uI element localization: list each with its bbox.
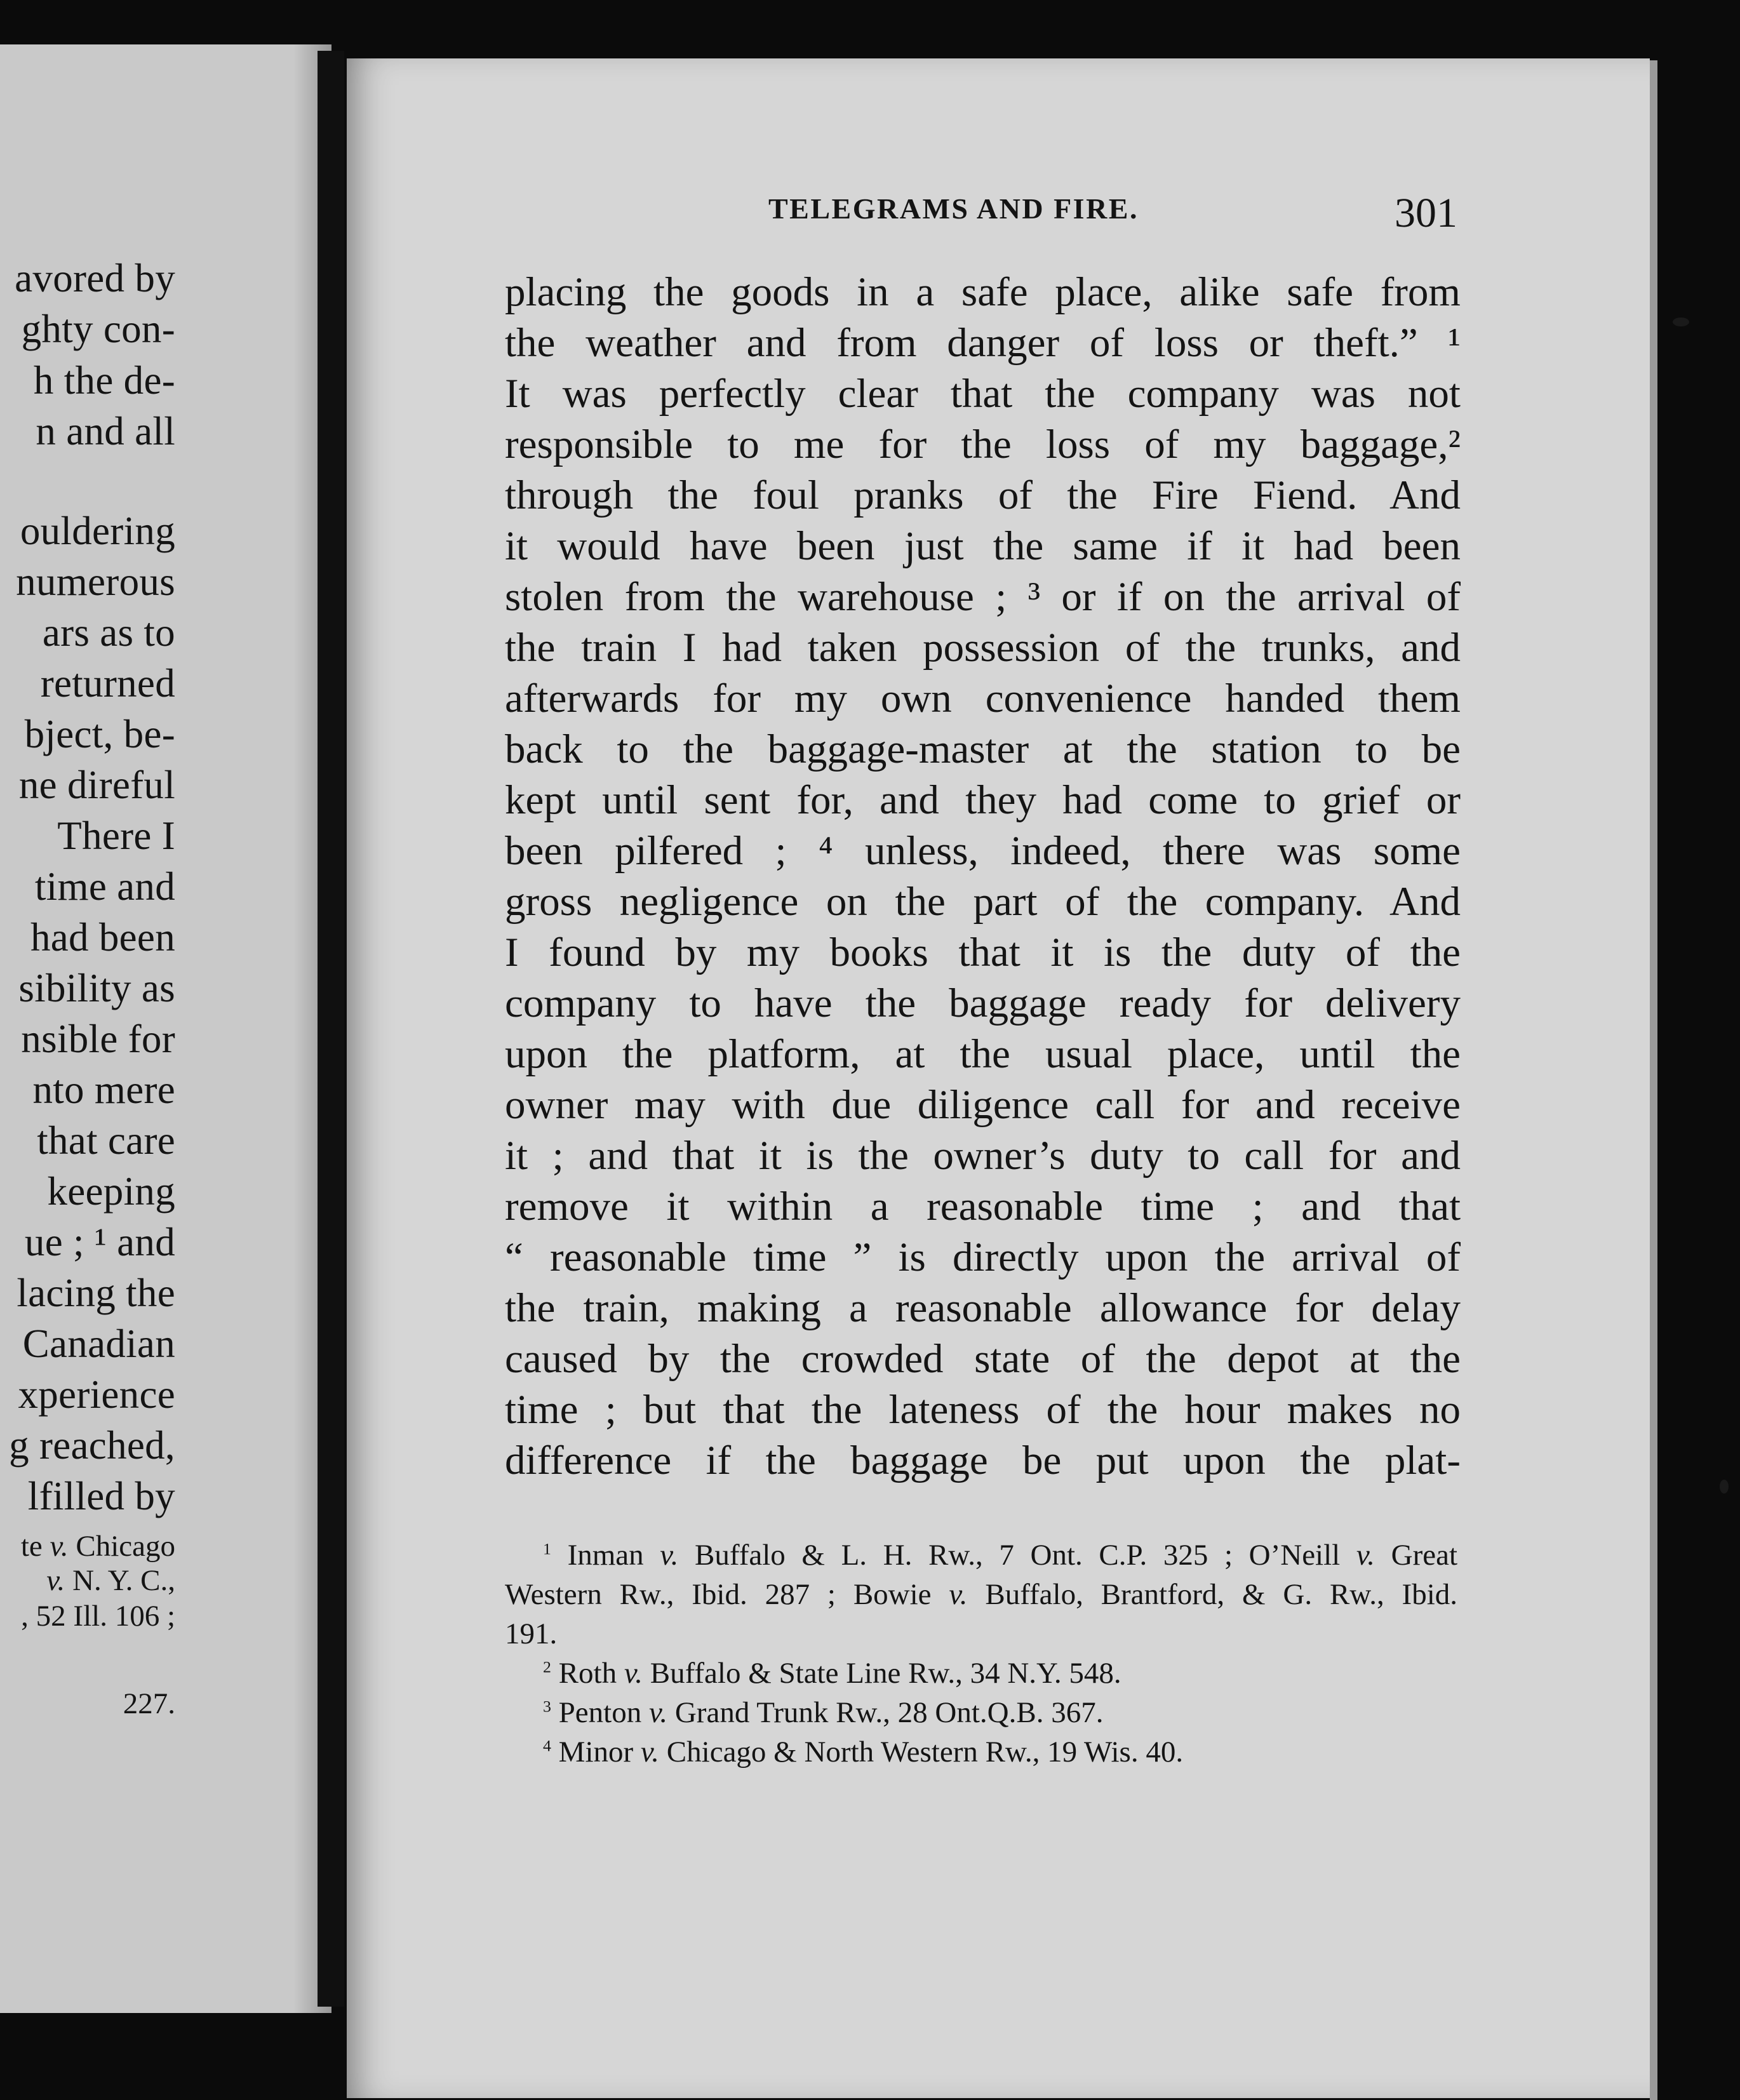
scan-speck	[1673, 318, 1689, 326]
left-page-line: keeping	[47, 1169, 175, 1214]
body-line: kept until sent for, and they had come to grief or	[505, 777, 1461, 823]
left-page-line: n and all	[36, 409, 175, 453]
left-page-footnote-line: v. N. Y. C.,	[46, 1564, 175, 1597]
footnote-1-line: 191.	[505, 1617, 558, 1650]
body-line: afterwards for my own convenience handed them	[505, 676, 1461, 721]
book-spine	[318, 51, 344, 2007]
left-page-line: nsible for	[21, 1017, 175, 1061]
left-page-footnote-line: te v. Chicago	[20, 1530, 175, 1563]
left-page-line: Canadian	[22, 1321, 175, 1366]
footnote-1-line: $^1$ Inman v. Buffalo & L. H. Rw., 7 Ont. C.P. 325 ; O’Neill v. Great	[543, 1539, 1458, 1572]
left-page-line: ars as to	[42, 610, 175, 655]
footnote-2-line: $^2$ Roth v. Buffalo & State Line Rw., 34 N.Y. 548.	[543, 1657, 1121, 1690]
footnote-marker: 3	[543, 1697, 551, 1716]
left-page-line: time and	[34, 864, 175, 909]
left-page-line: ue ; ¹ and	[24, 1220, 175, 1264]
left-page-line: lacing the	[17, 1271, 175, 1315]
body-line: upon the platform, at the usual place, until the	[505, 1031, 1461, 1077]
left-page-line: sibility as	[18, 966, 175, 1010]
left-page-line: numerous	[16, 559, 175, 604]
left-page-line: returned	[40, 661, 175, 706]
left-page-line: avored by	[15, 256, 175, 300]
body-line: owner may with due diligence call for and receive	[505, 1082, 1461, 1128]
page-number: 301	[1395, 190, 1457, 236]
page-edge	[1650, 60, 1657, 2100]
body-line: it ; and that it is the owner’s duty to call for and	[505, 1133, 1461, 1179]
body-line: stolen from the warehouse ; ³ or if on the arrival of	[505, 574, 1461, 620]
body-line: the train I had taken possession of the trunks, and	[505, 625, 1461, 671]
body-line: through the foul pranks of the Fire Fiend. And	[505, 472, 1461, 518]
left-page-line: that care	[37, 1118, 175, 1163]
body-line: been pilfered ; ⁴ unless, indeed, there was some	[505, 828, 1461, 874]
left-page-line: bject, be-	[24, 712, 175, 756]
body-line: placing the goods in a safe place, alike safe from	[505, 269, 1461, 315]
footnote-marker: 2	[543, 1657, 551, 1676]
body-line: the weather and from danger of loss or theft.” ¹	[505, 320, 1461, 366]
body-line: remove it within a reasonable time ; and that	[505, 1184, 1461, 1229]
footnote-1-line: Western Rw., Ibid. 287 ; Bowie v. Buffalo, Brantford, & G. Rw., Ibid.	[505, 1578, 1457, 1611]
body-line: gross negligence on the part of the company. And	[505, 879, 1461, 925]
body-text	[505, 267, 1461, 1486]
left-page-line: xperience	[18, 1372, 175, 1417]
left-page-line: ouldering	[20, 509, 175, 553]
left-page-line: nto mere	[32, 1067, 175, 1112]
body-line: I found by my books that it is the duty of the	[505, 930, 1461, 975]
left-page-line: had been	[30, 915, 175, 960]
body-line: It was perfectly clear that the company was not	[505, 371, 1461, 417]
left-page-line: ne direful	[18, 763, 175, 807]
footnote-4-line: $^4$ Minor v. Chicago & North Western Rw., 19 Wis. 40.	[543, 1736, 1184, 1769]
body-line: back to the baggage-master at the station to be	[505, 726, 1461, 772]
body-line: the train, making a reasonable allowance for delay	[505, 1285, 1461, 1331]
scan-speck	[1720, 1480, 1729, 1494]
body-line: difference if the baggage be put upon the plat-	[505, 1438, 1461, 1483]
left-page-line: g reached,	[9, 1423, 175, 1468]
body-line: company to have the baggage ready for delivery	[505, 980, 1461, 1026]
left-page-line: h the de-	[33, 358, 175, 403]
footnote-marker: 1	[543, 1539, 551, 1558]
left-page-line: ghty con-	[21, 307, 175, 351]
body-line: “ reasonable time ” is directly upon the arrival of	[505, 1234, 1461, 1280]
footnotes	[505, 1535, 1457, 1772]
left-page-line: There I	[57, 813, 175, 858]
body-line: caused by the crowded state of the depot at the	[505, 1336, 1461, 1382]
body-line: time ; but that the lateness of the hour makes no	[505, 1387, 1461, 1433]
left-page-line: lfilled by	[27, 1474, 175, 1518]
footnote-marker: 4	[543, 1736, 551, 1755]
left-page-footnote-line: , 52 Ill. 106 ;	[21, 1600, 175, 1633]
running-title: TELEGRAMS AND FIRE.	[768, 192, 1139, 225]
left-facing-page	[0, 44, 331, 2013]
left-page-footnote-line: 227.	[123, 1687, 175, 1720]
body-line: responsible to me for the loss of my baggage,²	[505, 422, 1461, 467]
footnote-3-line: $^3$ Penton v. Grand Trunk Rw., 28 Ont.Q.B. 367.	[543, 1696, 1104, 1729]
body-line: it would have been just the same if it had been	[505, 523, 1461, 569]
